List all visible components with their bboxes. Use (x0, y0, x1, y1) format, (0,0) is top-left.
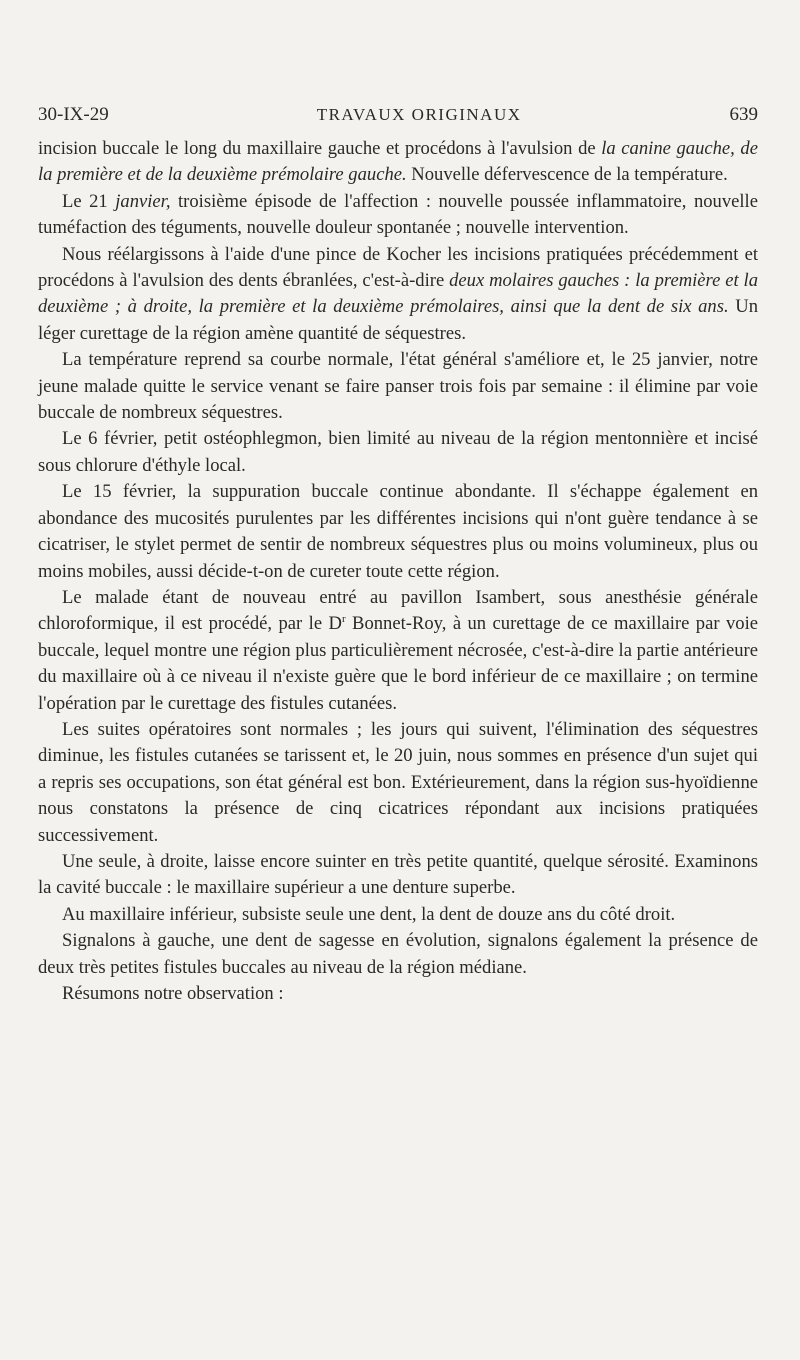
page-number: 639 (729, 104, 758, 125)
header-title: TRAVAUX ORIGINAUX (316, 105, 522, 124)
paragraph (38, 585, 758, 717)
paragraph: Résumons notre observation : (62, 983, 284, 1004)
paragraph: Les suites opératoires sont normales ; les jours qui suivent, l'élimination des séquestres diminue, les fistules cutanées se tarissent et, le 20 juin, nous sommes en présence d'un sujet qui a repris ses occupations, son état général est bon. Extérieurement, dans la région sus-hyoïdienne nous constatons la présence de cinq cicatrices répondant aux incisions pratiquées successivement. (38, 718, 758, 846)
running-header (38, 104, 758, 126)
paragraph: Une seule, à droite, laisse encore suinter en très petite quantité, quelque sérosité. Examinons la cavité buccale : le maxillaire supérieur a une denture superbe. (38, 850, 758, 899)
paragraph: Signalons à gauche, une dent de sagesse en évolution, signalons également la présence de deux très petites fistules buccales au niveau de la région médiane. (38, 930, 758, 978)
text-run: Un léger curettage de la région amène quantité de séquestres. (38, 296, 758, 344)
paragraph: Le 6 février, petit ostéophlegmon, bien limité au niveau de la région mentonnière et incisé sous chlorure d'éthyle local. (38, 428, 758, 476)
italic-run: janvier, (115, 190, 171, 212)
body-text (38, 136, 758, 1007)
superscript: r (341, 613, 346, 626)
paragraph (38, 189, 758, 242)
italic-run: deux molaires gauches : la première et la deuxième ; à droite, la première et la deuxième prémolaires, ainsi que la dent de six ans. (38, 270, 758, 318)
italic-run: la canine gauche, de la première et de la deuxième prémolaire gauche. (38, 138, 758, 186)
paragraph (38, 136, 758, 189)
header-date: 30-IX-29 (38, 104, 109, 125)
text-run: Nous réélargissons à l'aide d'une pince de Kocher les incisions pratiquées précédemment et procédons à l'avulsion des dents ébranlées, c'est-à-dire (38, 243, 758, 292)
text-run: troisième épisode de l'affection : nouvelle poussée inflammatoire, nouvelle tuméfaction des téguments, nouvelle douleur spontanée ; nouvelle intervention. (38, 190, 758, 239)
text-run: Nouvelle défervescence de la température. (406, 164, 728, 186)
text-run: Bonnet-Roy, à un curettage de ce maxillaire par voie buccale, lequel montre une région plus particulièrement nécrosée, c'est-à-dire la partie antérieure du maxillaire où à ce niveau il n'existe guère que le bord inférieur de ce maxillaire ; on termine l'opération par le curettage des fistules cutanées. (38, 613, 758, 714)
paragraph: La température reprend sa courbe normale, l'état général s'améliore et, le 25 janvier, notre jeune malade quitte le service venant se faire panser trois fois par semaine : il élimine par voie buccale de nombreux séquestres. (38, 349, 758, 424)
paragraph: Au maxillaire inférieur, subsiste seule une dent, la dent de douze ans du côté droit. (62, 903, 676, 925)
paragraph (38, 242, 758, 348)
paragraph: Le 15 février, la suppuration buccale continue abondante. Il s'échappe également en abondance des mucosités purulentes par les différentes incisions qui n'ont guère tendance à se cicatriser, le stylet permet de sentir de nombreux séquestres plus ou moins volumineux, plus ou moins mobiles, aussi décide-t-on de cureter toute cette région. (38, 481, 758, 582)
text-run: incision buccale le long du maxillaire gauche et procédons à l'avulsion de (38, 138, 602, 159)
text-run: Le 21 (62, 190, 116, 212)
text-run: Le malade étant de nouveau entré au pavillon Isambert, sous anesthésie générale chloroformique, il est procédé, par le D (38, 586, 758, 635)
